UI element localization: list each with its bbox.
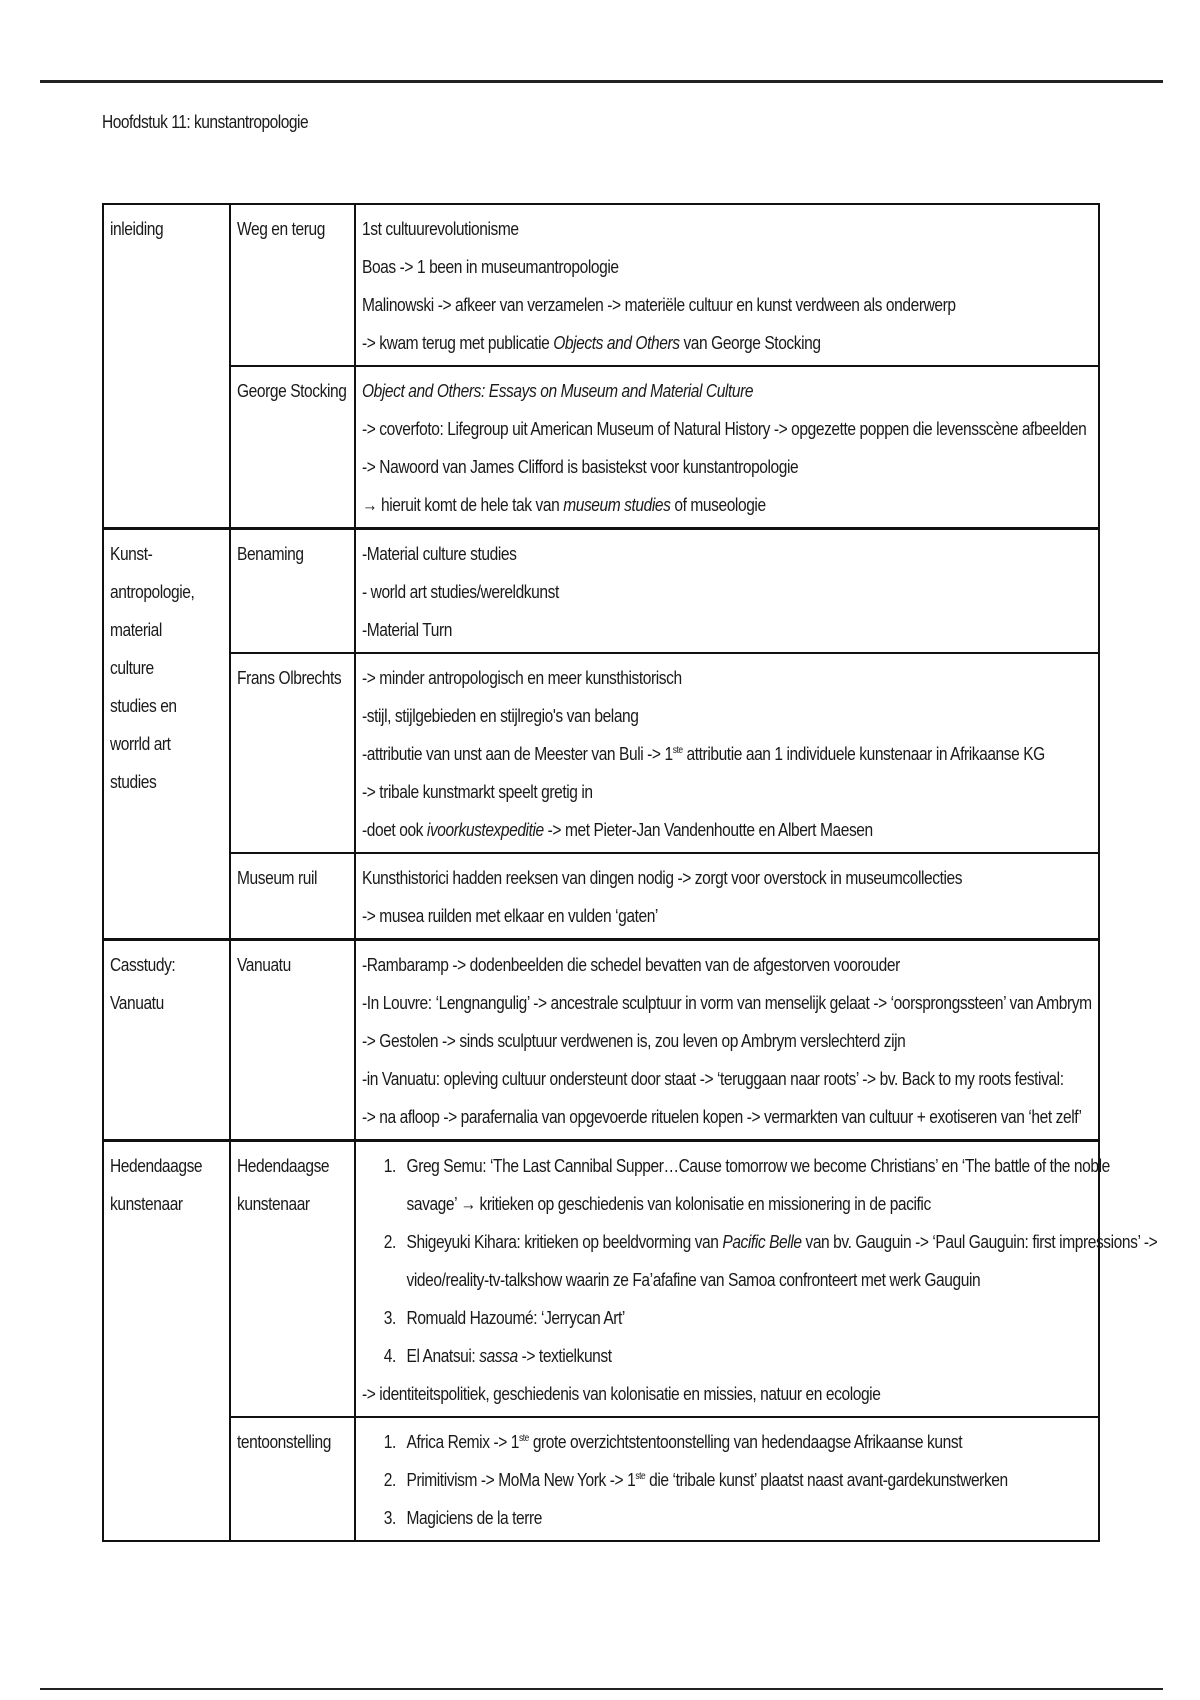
content-cell: Object and Others: Essays on Museum and Material Culture -> coverfoto: Lifegroup uit American Museum of Natural History -> opgezette poppen die levensscène afbeelden -> Nawoord van James Clifford is basistekst voor kunstantropologie → hieruit komt de hele tak van museum studies of museologie <box>355 366 1099 529</box>
top-rule <box>40 80 1163 83</box>
topic-cell: George Stocking <box>230 366 355 529</box>
list-item: 2. Primitivism -> MoMa New York -> 1ste die ‘tribale kunst’ plaatst naast avant-gardekunstwerken <box>400 1461 1163 1499</box>
exhibition-list <box>362 1423 1163 1537</box>
table-row <box>103 653 1099 853</box>
topic-cell: tentoonstelling <box>230 1417 355 1541</box>
topic-cell: Vanuatu <box>230 940 355 1141</box>
table-row <box>103 853 1099 940</box>
section-cell-hedendaagse: Hedendaagse kunstenaar <box>103 1141 230 1542</box>
content-cell: 1. Greg Semu: ‘The Last Cannibal Supper…Cause tomorrow we become Christians’ en ‘The battle of the noble savage’ → kritieken op geschiedenis van kolonisatie en missionering in de pacific 2. Shigeyuki Kihara: kritieken op beeldvorming van Pacific Belle van bv. Gauguin -> ‘Paul Gauguin: first impressions’ -> video/reality-tv-talkshow waarin ze Fa’afafine van Samoa confronteert met werk Gauguin 3. Romuald Hazoumé: ‘Jerrycan Art’ 4. El Anatsui: sassa -> textielkunst -> identiteitspolitiek, geschiedenis van kolonisatie en missies, natuur en ecologie <box>355 1141 1099 1418</box>
artist-list <box>362 1147 1163 1375</box>
content-cell <box>355 1417 1099 1541</box>
table-row <box>103 1141 1099 1418</box>
section-cell-inleiding: inleiding <box>103 204 230 529</box>
list-item: 3. Magiciens de la terre <box>400 1499 1163 1537</box>
table-row <box>103 204 1099 366</box>
list-item: 3. Romuald Hazoumé: ‘Jerrycan Art’ <box>400 1299 1163 1337</box>
table-row <box>103 1417 1099 1541</box>
list-item: 1. Greg Semu: ‘The Last Cannibal Supper…Cause tomorrow we become Christians’ en ‘The battle of the noble savage’ → kritieken op geschiedenis van kolonisatie en missionering in de pacific <box>400 1147 1163 1223</box>
topic-cell: Weg en terug <box>230 204 355 366</box>
section-cell-casestudy: Casstudy: Vanuatu <box>103 940 230 1141</box>
content-cell: -> minder antropologisch en meer kunsthistorisch -stijl, stijlgebieden en stijlregio's van belang -attributie van unst aan de Meester van Buli -> 1ste attributie aan 1 individuele kunstenaar in Afrikaanse KG -> tribale kunstmarkt speelt gretig in -doet ook ivoorkustexpeditie -> met Pieter-Jan Vandenhoutte en Albert Maesen <box>355 653 1099 853</box>
topic-cell: Benaming <box>230 529 355 654</box>
topic-cell: Frans Olbrechts <box>230 653 355 853</box>
bottom-rule <box>40 1688 1163 1690</box>
topic-cell: Hedendaagse kunstenaar <box>230 1141 355 1418</box>
content-cell: 1st cultuurevolutionisme Boas -> 1 been in museumantropologie Malinowski -> afkeer van verzamelen -> materiële cultuur en kunst verdween als onderwerp -> kwam terug met publicatie Objects and Others van George Stocking <box>355 204 1099 366</box>
content-cell: -Rambaramp -> dodenbeelden die schedel bevatten van de afgestorven voorouder -In Louvre: ‘Lengnangulig’ -> ancestrale sculptuur in vorm van menselijk gelaat -> ‘oorsprongssteen’ van Ambrym -> Gestolen -> sinds sculptuur verdwenen is, zou leven op Ambrym verslechterd zijn -in Vanuatu: opleving cultuur ondersteunt door staat -> ‘teruggaan naar roots’ -> bv. Back to my roots festival: -> na afloop -> parafernalia van opgevoerde rituelen kopen -> vermarkten van cultuur + exotiseren van ‘het zelf’ <box>355 940 1099 1141</box>
list-item: 4. El Anatsui: sassa -> textielkunst <box>400 1337 1163 1375</box>
list-item: 2. Shigeyuki Kihara: kritieken op beeldvorming van Pacific Belle van bv. Gauguin -> ‘Paul Gauguin: first impressions’ -> video/reality-tv-talkshow waarin ze Fa’afafine van Samoa confronteert met werk Gauguin <box>400 1223 1163 1299</box>
list-item: 1. Africa Remix -> 1ste grote overzichtstentoonstelling van hedendaagse Afrikaanse kunst <box>400 1423 1163 1461</box>
notes-table <box>102 203 1158 1542</box>
page-title: Hoofdstuk 11: kunstantropologie <box>102 111 309 132</box>
content-cell: Kunsthistorici hadden reeksen van dingen nodig -> zorgt voor overstock in museumcollecties -> musea ruilden met elkaar en vulden ‘gaten’ <box>355 853 1099 940</box>
table-row <box>103 529 1099 654</box>
section-cell-kunstantropologie: Kunst-antropologie, material culture studies en worrld art studies <box>103 529 230 940</box>
table-row <box>103 366 1099 529</box>
content-cell: -Material culture studies - world art studies/wereldkunst -Material Turn <box>355 529 1099 654</box>
table-row <box>103 940 1099 1141</box>
topic-cell: Museum ruil <box>230 853 355 940</box>
